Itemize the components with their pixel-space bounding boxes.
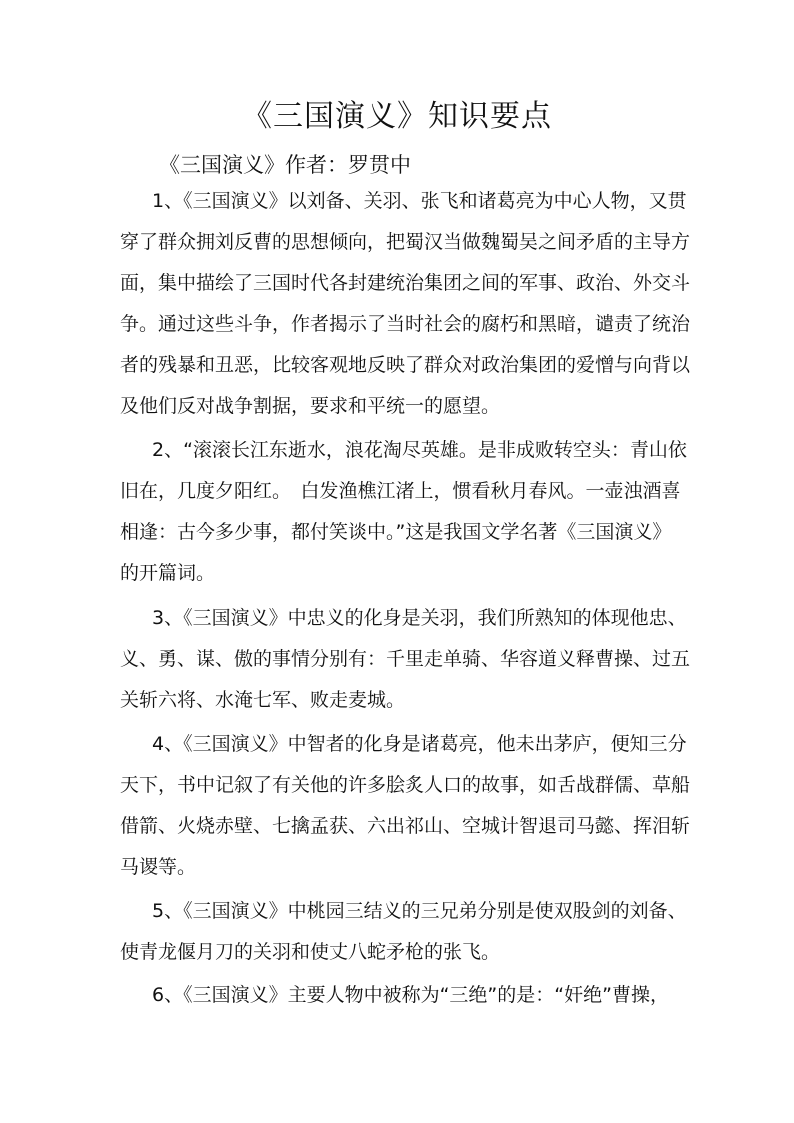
paragraph-4-line-3: 借箭、火烧赤壁、七擒孟获、六出祁山、空城计智退司马懿、挥泪斩 <box>120 815 691 837</box>
paragraph-1-line-4: 争。通过这些斗争，作者揭示了当时社会的腐朽和黑暗，谴责了统治 <box>120 313 691 335</box>
paragraph-4-line-2: 天下，书中记叙了有关他的许多脍炙人口的故事，如舌战群儒、草船 <box>120 774 691 796</box>
paragraph-1-line-2: 穿了群众拥刘反曹的思想倾向，把蜀汉当做魏蜀吴之间矛盾的主导方 <box>120 231 691 253</box>
author-line: 《三国演义》作者：罗贯中 <box>159 153 411 177</box>
paragraph-3-line-3: 关斩六将、水淹七军、败走麦城。 <box>120 689 406 711</box>
paragraph-2-line-2: 旧在，几度夕阳红。 白发渔樵江渚上，惯看秋月春风。一壶浊酒喜 <box>120 480 681 502</box>
paragraph-4-line-4: 马谡等。 <box>120 856 197 878</box>
paragraph-1-line-1: 1、《三国演义》以刘备、关羽、张飞和诸葛亮为中心人物，又贯 <box>152 190 687 212</box>
paragraph-1-line-5: 者的残暴和丑恶，比较客观地反映了群众对政治集团的爱憎与向背以 <box>120 354 691 376</box>
paragraph-3-line-2: 义、勇、谋、傲的事情分别有：千里走单骑、华容道义释曹操、过五 <box>120 648 691 670</box>
paragraph-3-line-1: 3、《三国演义》中忠义的化身是关羽，我们所熟知的体现他忠、 <box>152 607 687 629</box>
paragraph-1-line-3: 面，集中描绘了三国时代各封建统治集团之间的军事、政治、外交斗 <box>120 272 691 294</box>
paragraph-4-line-1: 4、《三国演义》中智者的化身是诸葛亮，他未出茅庐，便知三分 <box>152 733 687 755</box>
paragraph-2-line-4: 的开篇词。 <box>120 562 216 584</box>
paragraph-2-line-3: 相逢：古今多少事，都付笑谈中。”这是我国文学名著《三国演义》 <box>120 521 672 543</box>
paragraph-2-line-1: 2、“滚滚长江东逝水，浪花淘尽英雄。是非成败转空头：青山依 <box>152 439 687 461</box>
paragraph-5-line-2: 使青龙偃月刀的关羽和使丈八蛇矛枪的张飞。 <box>120 941 501 963</box>
document-title: 《三国演义》知识要点 <box>242 99 552 134</box>
paragraph-1-line-6: 及他们反对战争割据，要求和平统一的愿望。 <box>120 395 501 417</box>
paragraph-6-line-1: 6、《三国演义》主要人物中被称为“三绝”的是：“奸绝”曹操， <box>152 984 669 1006</box>
paragraph-5-line-1: 5、《三国演义》中桃园三结义的三兄弟分别是使双股剑的刘备、 <box>152 900 687 922</box>
